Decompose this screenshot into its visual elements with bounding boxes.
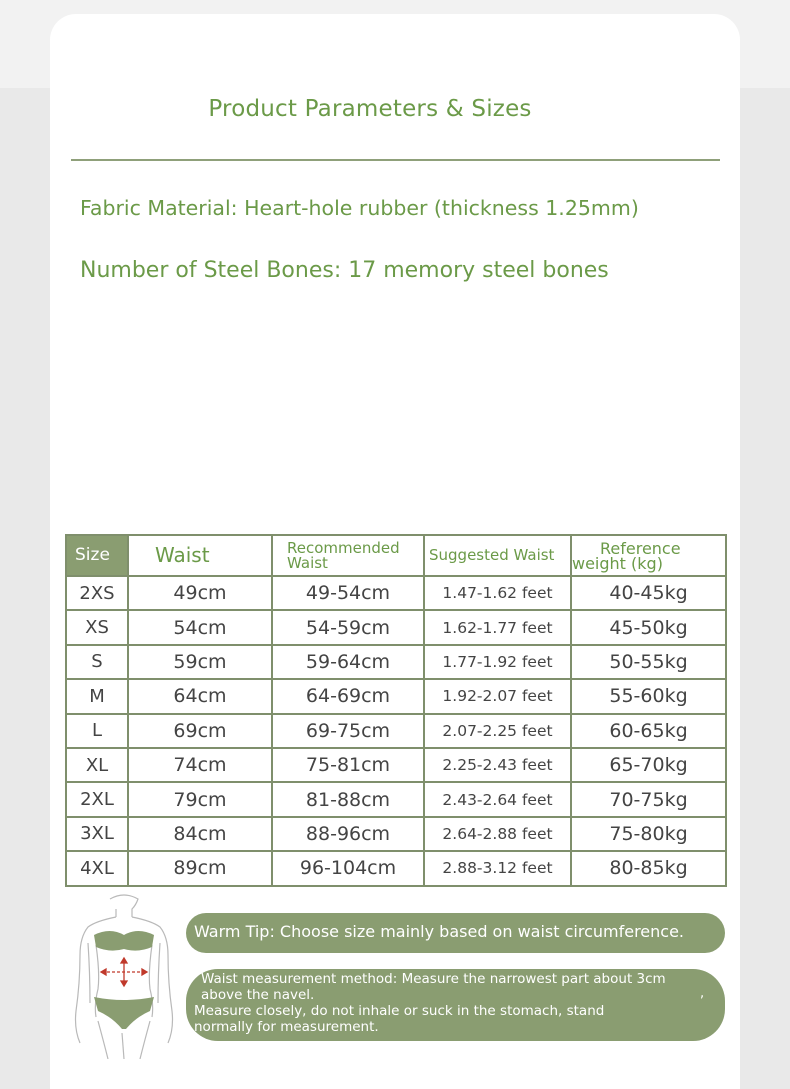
table-row [66, 645, 726, 679]
table-row [66, 576, 726, 610]
cell-size: 2XL [66, 782, 128, 816]
cell-suggested-waist: 1.47-1.62 feet [424, 576, 571, 610]
cell-reference-weight: 70-75kg [571, 782, 726, 816]
cell-recommended-waist: 81-88cm [272, 782, 424, 816]
cell-reference-weight: 40-45kg [571, 576, 726, 610]
cell-waist: 79cm [128, 782, 272, 816]
measurement-method-banner [186, 969, 725, 1041]
cell-waist: 69cm [128, 714, 272, 748]
cell-suggested-waist: 1.62-1.77 feet [424, 610, 571, 644]
page-title: Product Parameters & Sizes [208, 96, 532, 122]
cell-reference-weight: 65-70kg [571, 748, 726, 782]
cell-recommended-waist: 59-64cm [272, 645, 424, 679]
cell-suggested-waist: 2.07-2.25 feet [424, 714, 571, 748]
cell-waist: 49cm [128, 576, 272, 610]
cell-reference-weight: 75-80kg [571, 817, 726, 851]
cell-waist: 54cm [128, 610, 272, 644]
method-line-4: normally for measurement. [194, 1019, 379, 1035]
cell-recommended-waist: 69-75cm [272, 714, 424, 748]
cell-size: M [66, 679, 128, 713]
header-waist: Waist [128, 535, 272, 576]
table-row [66, 782, 726, 816]
cell-waist: 59cm [128, 645, 272, 679]
table-row [66, 610, 726, 644]
cell-suggested-waist: 1.92-2.07 feet [424, 679, 571, 713]
steel-bones-text: Number of Steel Bones: 17 memory steel bones [80, 258, 609, 283]
cell-size: 3XL [66, 817, 128, 851]
cell-size: S [66, 645, 128, 679]
cell-suggested-waist: 2.88-3.12 feet [424, 851, 571, 885]
size-chart-table [65, 534, 727, 887]
table-row [66, 851, 726, 885]
cell-size: L [66, 714, 128, 748]
cell-waist: 64cm [128, 679, 272, 713]
cell-reference-weight: 60-65kg [571, 714, 726, 748]
cell-suggested-waist: 2.64-2.88 feet [424, 817, 571, 851]
method-line-2: above the navel. [201, 987, 315, 1003]
cell-size: XS [66, 610, 128, 644]
method-line-3: Measure closely, do not inhale or suck in the stomach, stand [194, 1003, 605, 1019]
cell-waist: 89cm [128, 851, 272, 885]
header-recommended-line1: Recommended [287, 538, 400, 557]
body-measurement-illustration-icon [66, 893, 182, 1059]
header-reference-line2: weight (kg) [572, 553, 663, 573]
cell-waist: 74cm [128, 748, 272, 782]
table-row [66, 679, 726, 713]
cell-waist: 84cm [128, 817, 272, 851]
table-row [66, 748, 726, 782]
cell-suggested-waist: 2.25-2.43 feet [424, 748, 571, 782]
cell-suggested-waist: 1.77-1.92 feet [424, 645, 571, 679]
cell-reference-weight: 45-50kg [571, 610, 726, 644]
header-recommended-line2: Waist [287, 553, 328, 572]
cell-suggested-waist: 2.43-2.64 feet [424, 782, 571, 816]
cell-size: 4XL [66, 851, 128, 885]
cell-recommended-waist: 64-69cm [272, 679, 424, 713]
method-comma: , [700, 986, 705, 1001]
title-divider [71, 159, 720, 161]
table-row [66, 817, 726, 851]
cell-recommended-waist: 49-54cm [272, 576, 424, 610]
header-reference-weight [571, 535, 726, 576]
table-row [66, 714, 726, 748]
cell-reference-weight: 50-55kg [571, 645, 726, 679]
cell-size: 2XS [66, 576, 128, 610]
header-size: Size [66, 535, 128, 576]
header-suggested-waist: Suggested Waist [424, 535, 571, 576]
cell-reference-weight: 55-60kg [571, 679, 726, 713]
cell-reference-weight: 80-85kg [571, 851, 726, 885]
cell-recommended-waist: 96-104cm [272, 851, 424, 885]
fabric-material-text: Fabric Material: Heart-hole rubber (thickness 1.25mm) [80, 196, 639, 220]
header-recommended-waist [272, 535, 424, 576]
cell-recommended-waist: 75-81cm [272, 748, 424, 782]
cell-size: XL [66, 748, 128, 782]
warm-tip-banner: Warm Tip: Choose size mainly based on waist circumference. [186, 913, 725, 953]
cell-recommended-waist: 88-96cm [272, 817, 424, 851]
header-reference-line1: Reference [600, 538, 681, 558]
cell-recommended-waist: 54-59cm [272, 610, 424, 644]
method-line-1: Waist measurement method: Measure the narrowest part about 3cm [201, 971, 666, 987]
table-header-row [66, 535, 726, 576]
